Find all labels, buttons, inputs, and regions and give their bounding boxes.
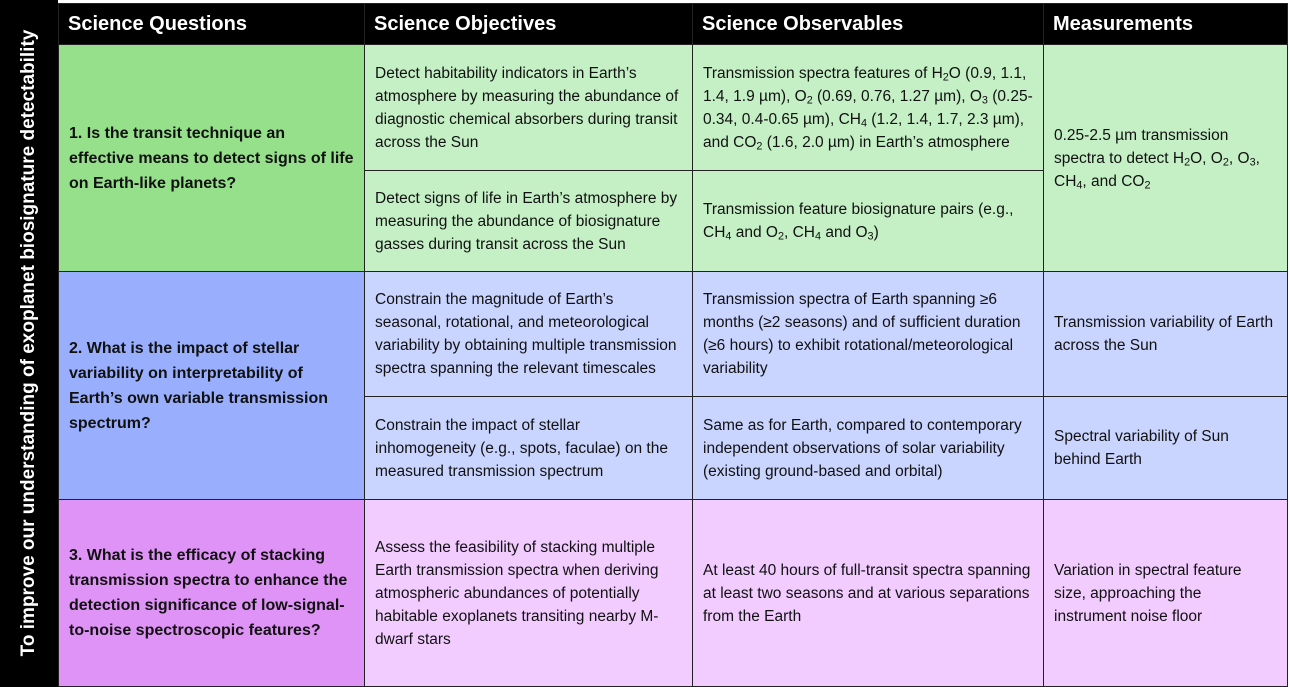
objective-3: Assess the feasibility of stacking multiple Earth transmission spectra when deriving atmospheric abundances of potentially habitable exoplanets transiting nearby M-dwarf stars [365, 500, 693, 687]
measurement-2b: Spectral variability of Sun behind Earth [1044, 397, 1288, 500]
table-row [59, 272, 1288, 397]
observable-1b: Transmission feature biosignature pairs (e.g., $CH_4$ and $O_2$, $CH_4$ and $O_3$) [693, 171, 1044, 272]
measurement-3: Variation in spectral feature size, approaching the instrument noise floor [1044, 500, 1288, 687]
objective-2a: Constrain the magnitude of Earth’s seasonal, rotational, and meteorological variability by obtaining multiple transmission spectra spanning the relevant timescales [365, 272, 693, 397]
observable-3: At least 40 hours of full-transit spectra spanning at least two seasons and at various separations from the Earth [693, 500, 1044, 687]
question-1: 1. Is the transit technique an effective means to detect signs of life on Earth-like planets? [59, 45, 365, 272]
science-traceability-table [58, 3, 1288, 687]
question-2: 2. What is the impact of stellar variability on interpretability of Earth’s own variable transmission spectrum? [59, 272, 365, 500]
header-row [59, 4, 1288, 45]
header-science-objectives: Science Objectives [365, 4, 693, 45]
header-science-observables: Science Observables [693, 4, 1044, 45]
side-label-bar [0, 0, 58, 687]
question-3: 3. What is the efficacy of stacking transmission spectra to enhance the detection significance of low-signal-to-noise spectroscopic features? [59, 500, 365, 687]
measurement-2a: Transmission variability of Earth across the Sun [1044, 272, 1288, 397]
header-measurements: Measurements [1044, 4, 1288, 45]
table-row [59, 500, 1288, 687]
header-science-questions: Science Questions [59, 4, 365, 45]
objective-2b: Constrain the impact of stellar inhomogeneity (e.g., spots, faculae) on the measured transmission spectrum [365, 397, 693, 500]
side-label: To improve our understanding of exoplanet biosignature detectability [18, 29, 39, 657]
objective-1b: Detect signs of life in Earth’s atmosphere by measuring the abundance of biosignature gasses during transit across the Sun [365, 171, 693, 272]
objective-1a: Detect habitability indicators in Earth’s atmosphere by measuring the abundance of diagnostic chemical absorbers during transit across the Sun [365, 45, 693, 171]
observable-1a: Transmission spectra features of $H_2O$ (0.9, 1.1, 1.4, 1.9 µm), $O_2$ (0.69, 0.76, 1.27 µm), $O_3$ (0.25-0.34, 0.4-0.65 µm), $CH_4$ (1.2, 1.4, 1.7, 2.3 µm), and $CO_2$ (1.6, 2.0 µm) in Earth’s atmosphere [693, 45, 1044, 171]
table-row [59, 45, 1288, 171]
observable-2a: Transmission spectra of Earth spanning ≥6 months (≥2 seasons) and of sufficient duration (≥6 hours) to exhibit rotational/meteorological variability [693, 272, 1044, 397]
measurement-1: 0.25-2.5 µm transmission spectra to detect $H_2O$, $O_2$, $O_3$, $CH_4$, and $CO_2$ [1044, 45, 1288, 272]
observable-2b: Same as for Earth, compared to contemporary independent observations of solar variability (existing ground-based and orbital) [693, 397, 1044, 500]
